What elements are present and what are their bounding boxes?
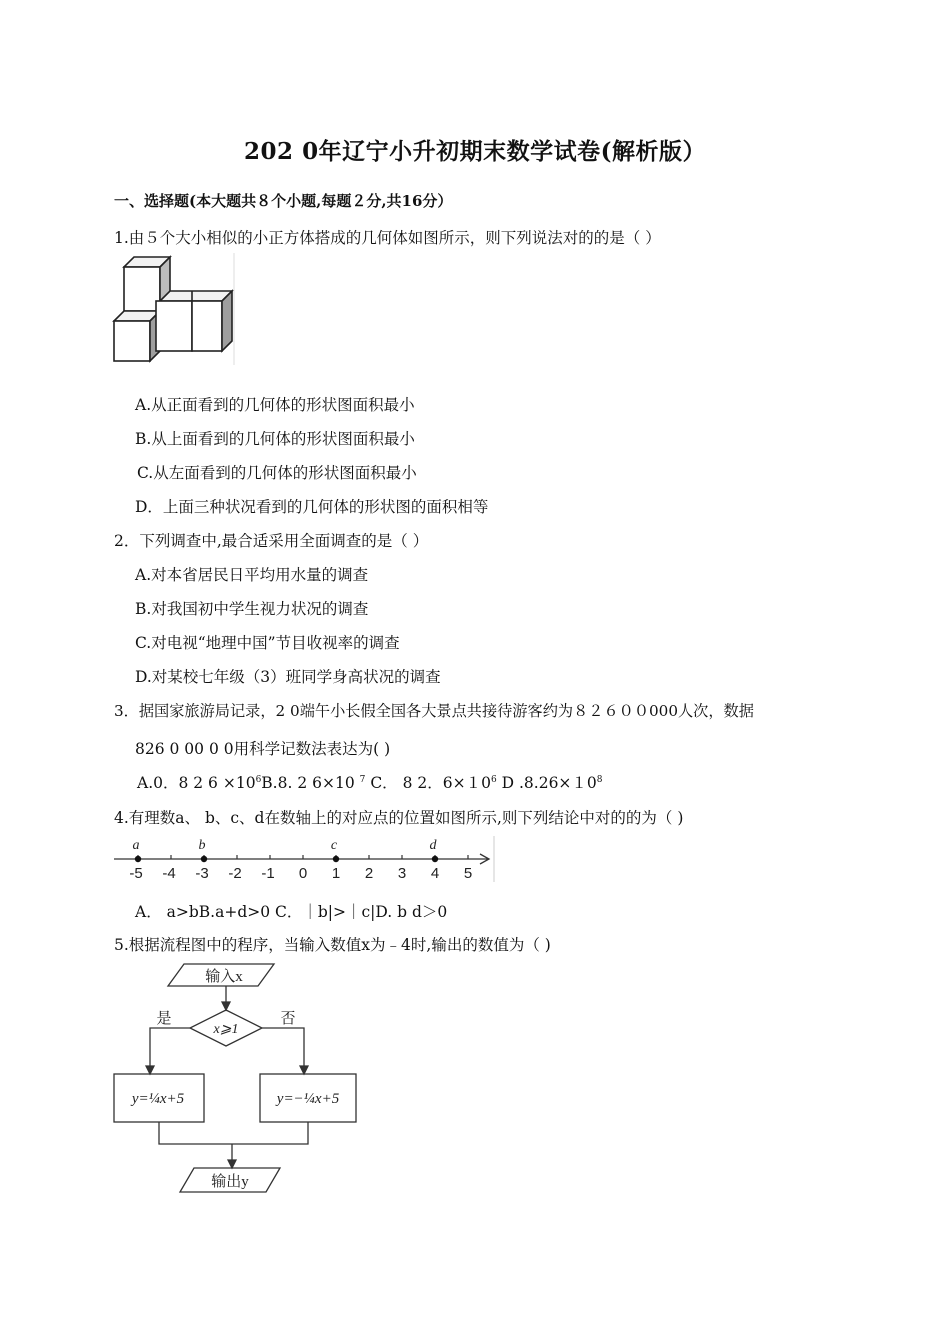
point-a [135,856,141,862]
q3-option-c-exp: 6 [490,775,497,785]
q2-option-c: C.对电视“地理中国”节目收视率的调查 [135,634,400,652]
tick-label: 4 [430,865,440,882]
question-3-line2: 826 0 00 0 0用科学记数法表达为( ) [135,740,391,758]
q2-option-d: D.对某校七年级（3）班同学身高状况的调查 [135,668,441,686]
yes-label: 是 [156,1011,172,1027]
q3-option-a: A.0．8 2 6 ×10 [137,774,256,792]
right-formula: y=−¼x+5 [276,1091,340,1107]
left-formula: y=¼x+5 [131,1091,185,1107]
q3-option-a-exp: 6 [255,775,262,785]
q2-option-b: B.对我国初中学生视力状况的调查 [135,600,369,618]
tick-label: 5 [463,865,473,882]
question-3-line1: 3．据国家旅游局记录，2 0端午小长假全国各大景点共接待游客约为８２６００000人次，数据 [114,702,754,720]
page-title: 202 0年辽宁小升初期末数学试卷(解析版） [244,138,706,165]
q1-option-c: C.从左面看到的几何体的形状图面积最小 [137,464,417,482]
q4-options: A． a>bB.a+d>0 C．｜b|>｜c|D. b d＞0 [135,903,448,921]
tick-label: -1 [261,865,275,882]
tick-label: 1 [331,865,341,882]
tick-label: -2 [228,865,242,882]
q3-option-c: C． 8 2．6×１0 [370,774,491,792]
q1-option-d: D．上面三种状况看到的几何体的形状图的面积相等 [135,498,489,516]
q1-option-a: A.从正面看到的几何体的形状图面积最小 [135,396,415,414]
q3-option-d: D .8.26×１0 [501,774,597,792]
tick-label: -5 [129,865,143,882]
input-label: 输入x [205,969,243,985]
question-5-stem: 5.根据流程图中的程序，当输入数值x为﹣4时,输出的数值为（ ) [114,936,551,954]
question-4-stem: 4.有理数a、 b、c、d在数轴上的对应点的位置如图所示,则下列结论中对的的为（ ) [114,809,684,827]
q3-option-d-exp: 8 [596,775,603,785]
question-1-stem: 1.由５个大小相似的小正方体搭成的几何体如图所示，则下列说法对的的是（ ） [114,229,661,247]
tick-label: -3 [195,865,209,882]
tick-label: 0 [298,865,308,882]
no-label: 否 [280,1011,296,1027]
point-label-d: d [429,838,437,853]
q3-option-b-exp: 7 [359,775,366,785]
q3-options [137,771,603,793]
point-b [201,856,207,862]
point-d [432,856,438,862]
question-2-stem: 2．下列调查中,最合适采用全面调查的是（ ） [114,532,429,550]
tick-label: 3 [397,865,407,882]
q1-option-b: B.从上面看到的几何体的形状图面积最小 [135,430,415,448]
point-c [333,856,339,862]
section-heading: 一、选择题(本大题共８个小题,每题２分,共16分） [114,192,453,210]
output-label: 输出y [211,1174,249,1190]
point-label-c: c [330,838,338,853]
q2-option-a: A.对本省居民日平均用水量的调查 [135,566,369,584]
number-line [112,834,496,884]
tick-label: 2 [364,865,374,882]
flowchart [112,960,358,1200]
point-label-a: a [132,838,140,853]
cube-figure [112,253,236,365]
condition-label: x⩾1 [213,1022,239,1037]
q3-option-b: B.8. 2 6×10 [261,774,355,792]
point-label-b: b [198,838,206,853]
tick-label: -4 [162,865,176,882]
